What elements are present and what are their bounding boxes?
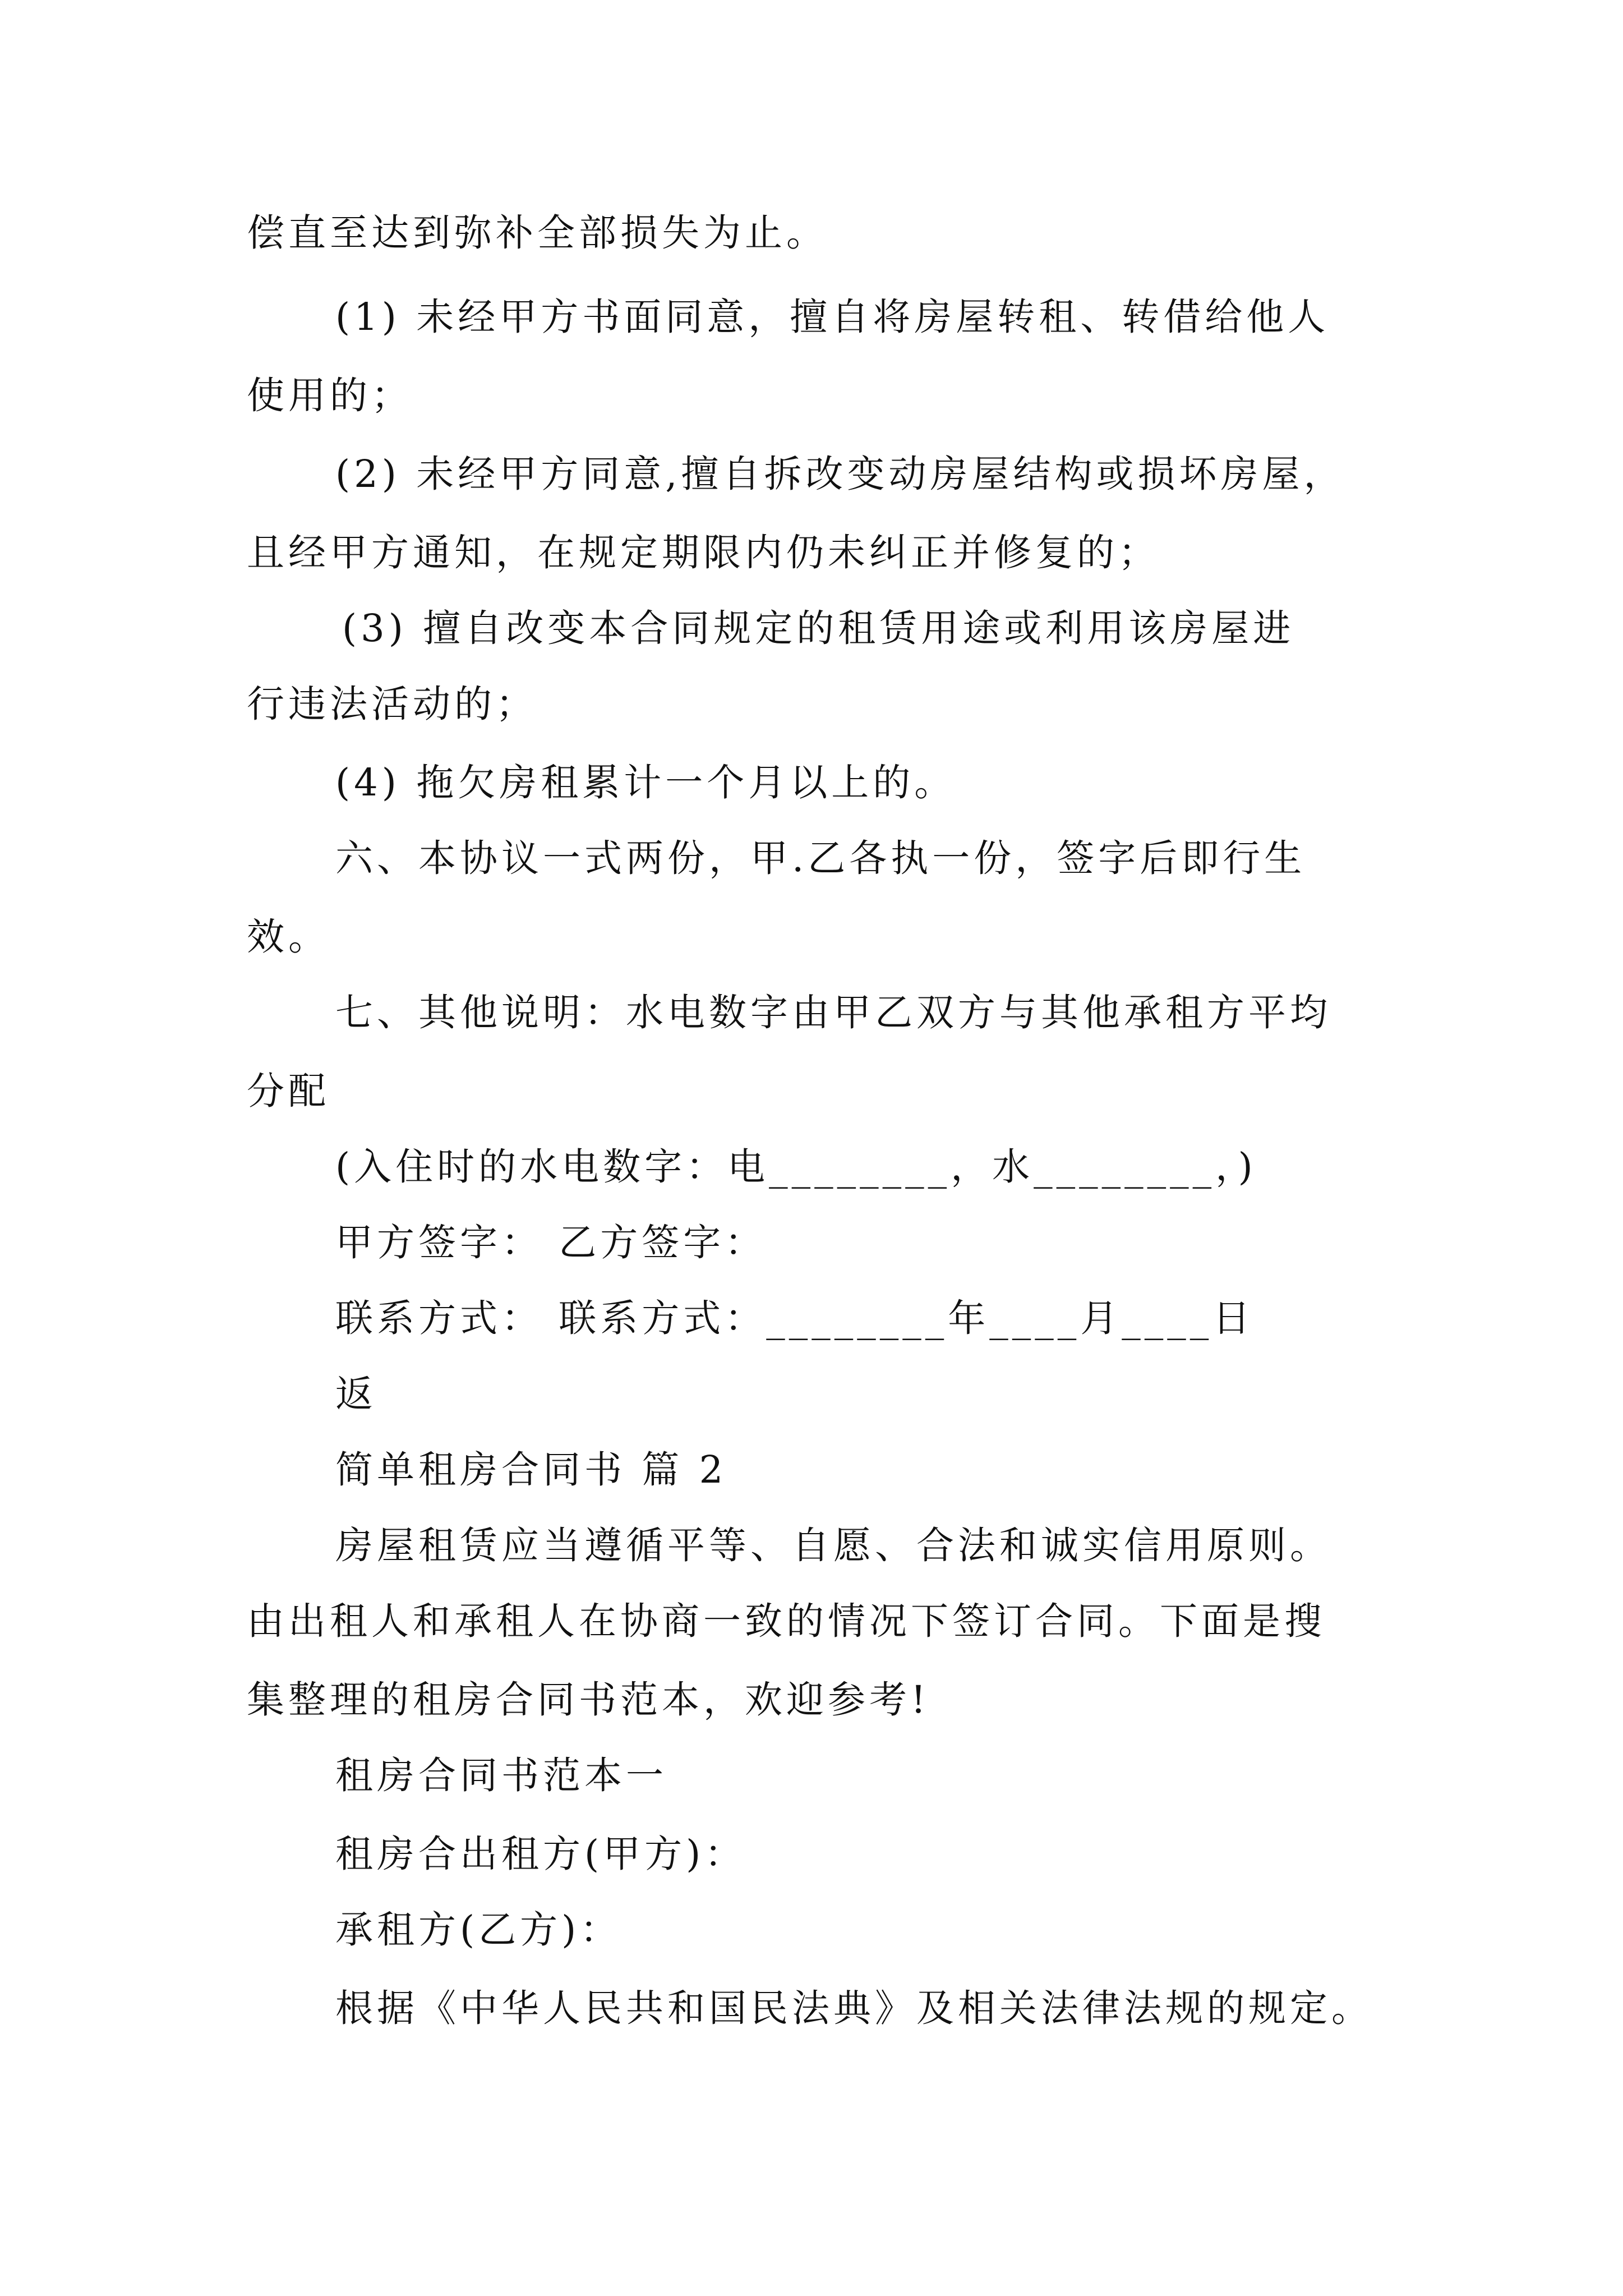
text-line-24: 根据《中华人民共和国民法典》及相关法律法规的规定。 bbox=[335, 1986, 1373, 2030]
text-line-21: 租房合同书范本一 bbox=[335, 1754, 667, 1797]
text-line-6: (3) 擅自改变本合同规定的租赁用途或利用该房屋进 bbox=[342, 606, 1295, 650]
text-line-18: 房屋租赁应当遵循平等、自愿、合法和诚实信用原则。 bbox=[335, 1524, 1331, 1567]
text-line-11: 七、其他说明：水电数字由甲乙双方与其他承租方平均 bbox=[335, 991, 1331, 1034]
text-line-16: 返 bbox=[335, 1372, 377, 1416]
text-line-14: 甲方签字： 乙方签字： bbox=[335, 1221, 767, 1264]
text-line-1: 偿直至达到弥补全部损失为止。 bbox=[247, 211, 828, 255]
text-line-7: 行违法活动的； bbox=[247, 682, 537, 726]
text-line-15: 联系方式： 联系方式：________年____月____日 bbox=[335, 1296, 1255, 1340]
text-line-10: 效。 bbox=[247, 915, 330, 959]
text-line-20: 集整理的租房合同书范本，欢迎参考! bbox=[247, 1678, 930, 1722]
text-line-19: 由出租人和承租人在协商一致的情况下签订合同。下面是搜 bbox=[247, 1599, 1326, 1643]
text-line-17: 简单租房合同书 篇 2 bbox=[335, 1448, 727, 1492]
text-line-9: 六、本协议一式两份，甲.乙各执一份，签字后即行生 bbox=[335, 836, 1306, 880]
text-line-2: (1) 未经甲方书面同意，擅自将房屋转租、转借给他人 bbox=[335, 295, 1330, 339]
text-line-13: (入住时的水电数字：电________，水________，) bbox=[335, 1145, 1257, 1189]
text-line-12: 分配 bbox=[247, 1069, 330, 1113]
text-line-22: 租房合出租方(甲方)： bbox=[335, 1832, 746, 1876]
text-line-3: 使用的； bbox=[247, 374, 413, 417]
text-line-23: 承租方(乙方)： bbox=[335, 1908, 622, 1952]
text-line-8: (4) 拖欠房租累计一个月以上的。 bbox=[335, 761, 956, 804]
text-line-5: 且经甲方通知，在规定期限内仍未纠正并修复的； bbox=[247, 531, 1160, 574]
text-line-4: (2) 未经甲方同意,擅自拆改变动房屋结构或损坏房屋， bbox=[335, 452, 1345, 496]
